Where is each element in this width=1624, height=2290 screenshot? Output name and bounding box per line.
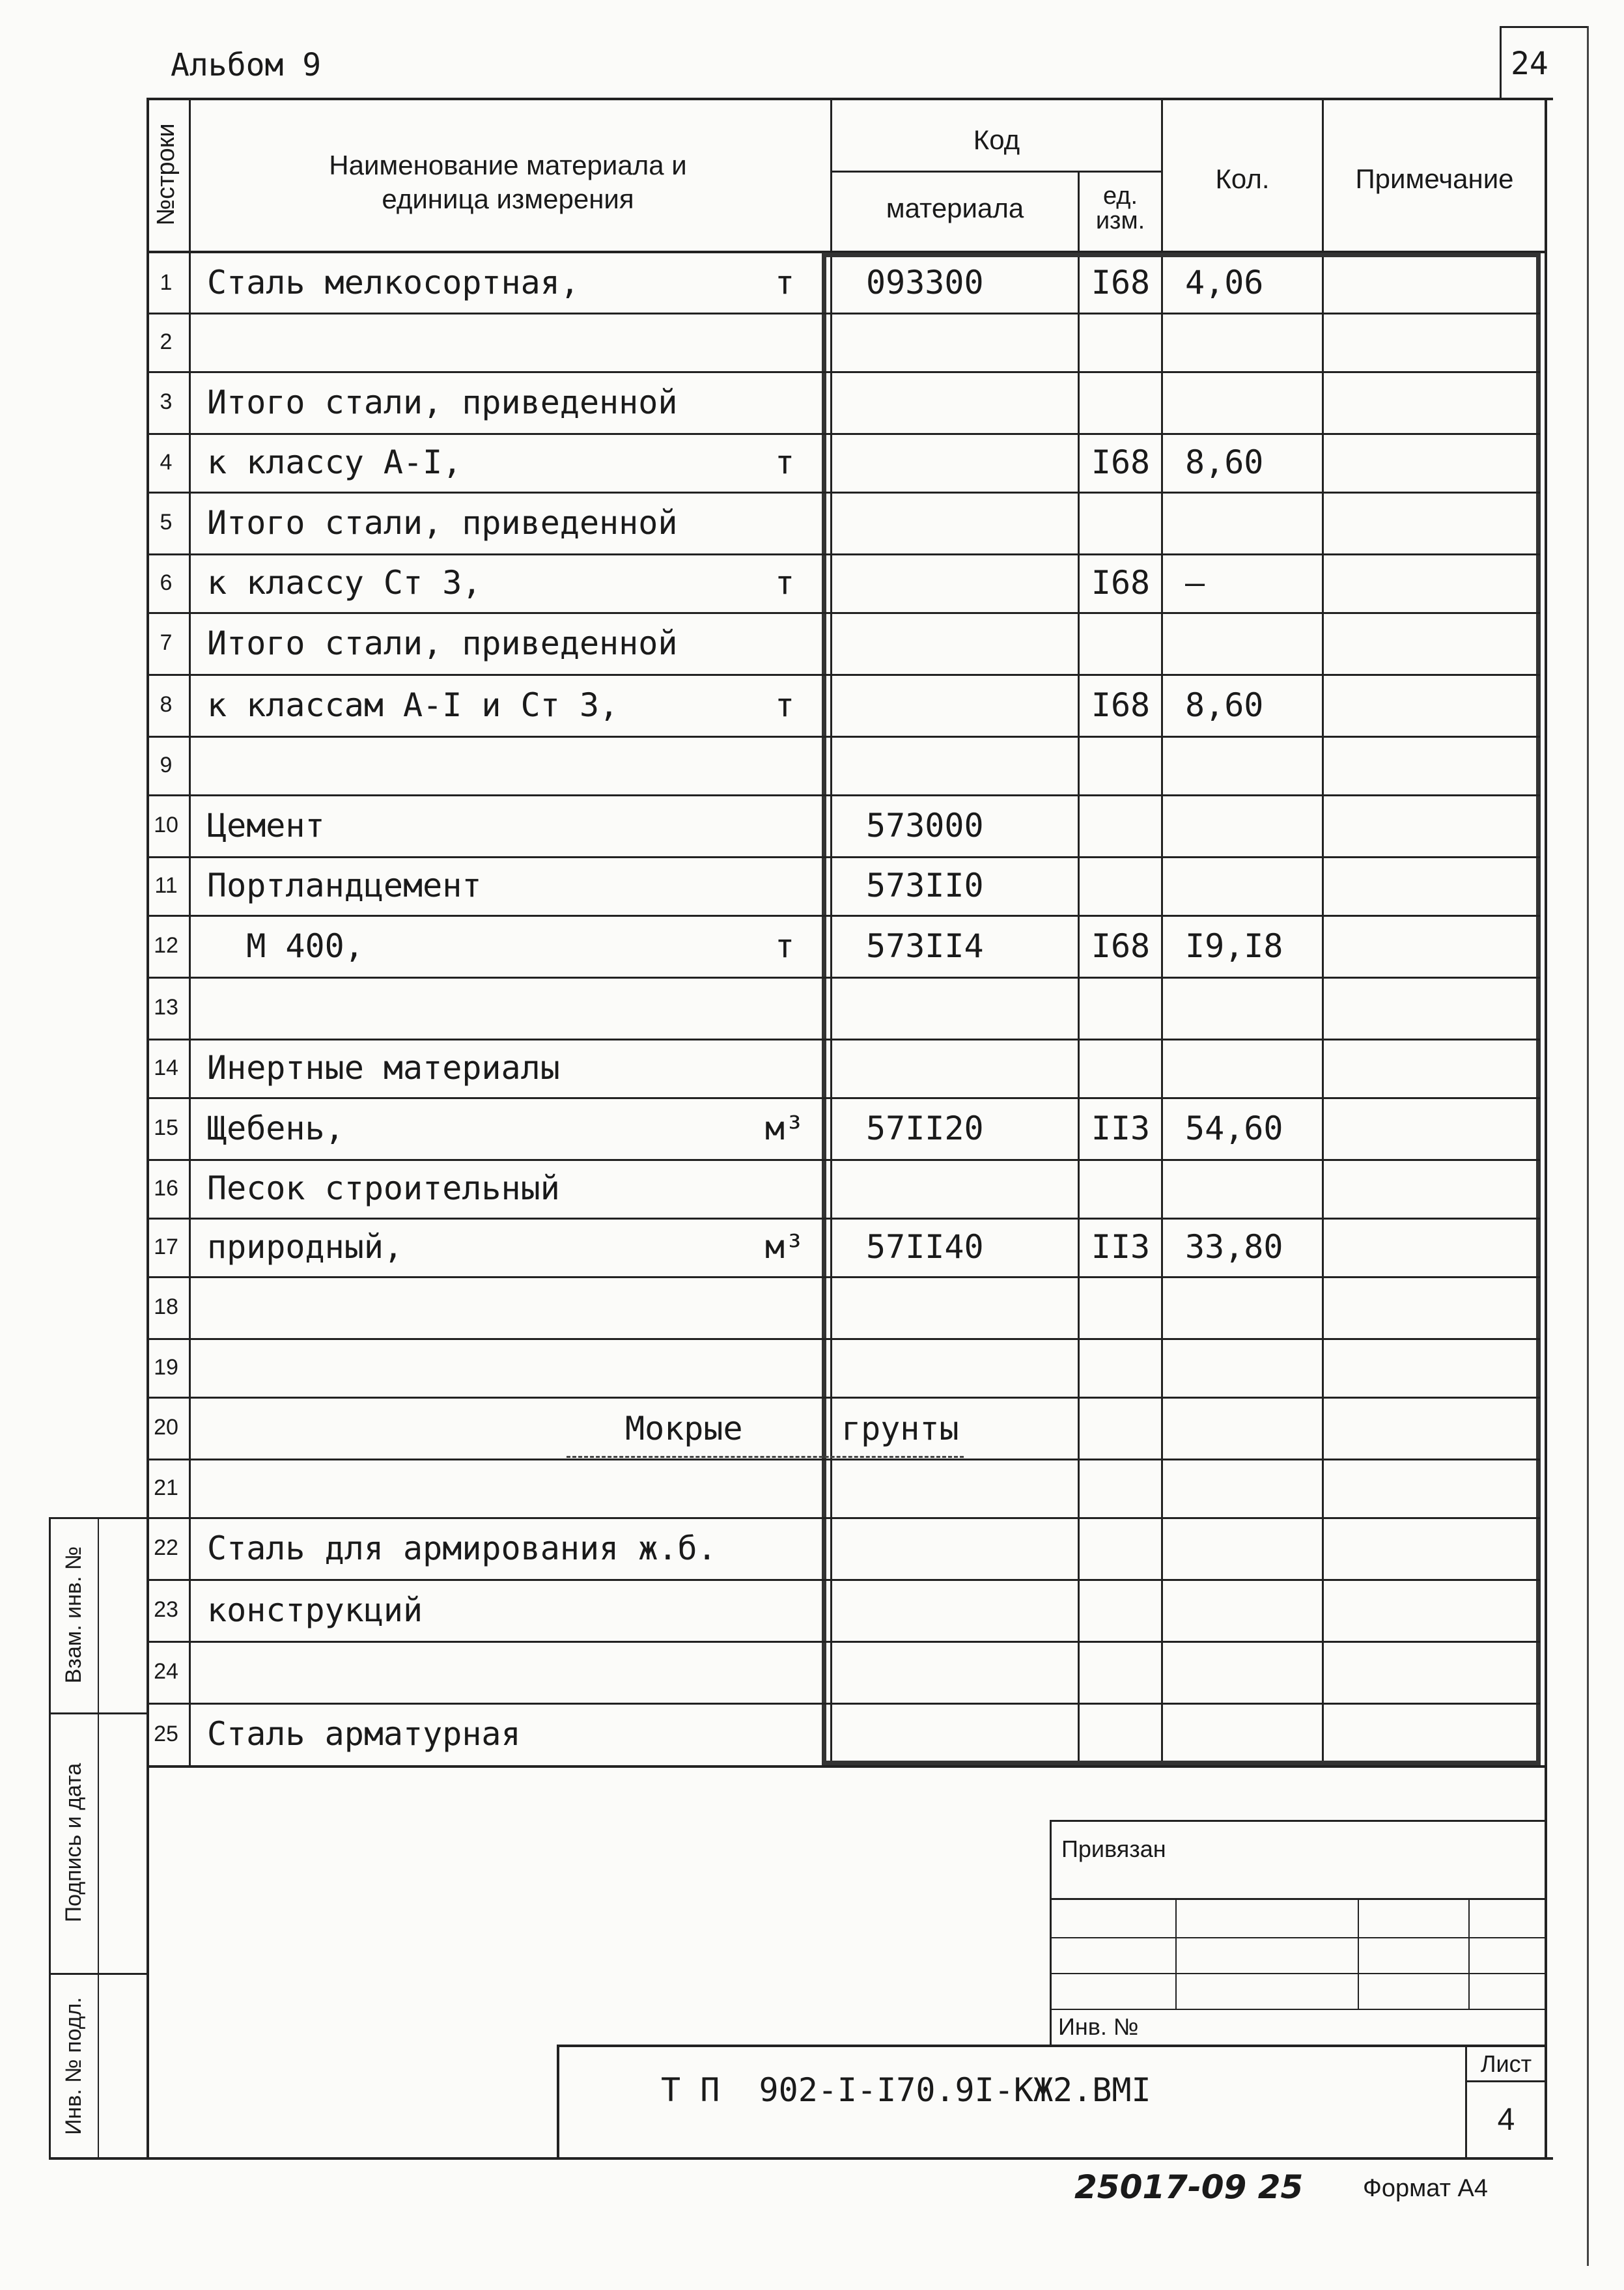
row-number: 7 xyxy=(160,630,173,655)
section-heading-right: грунты xyxy=(841,1410,959,1447)
page-number-box-left xyxy=(1500,26,1502,99)
header-code: Код xyxy=(973,124,1020,155)
material-quantity: 8,60 xyxy=(1185,443,1264,481)
material-unit xyxy=(755,1397,814,1459)
material-unit: т xyxy=(774,443,795,481)
header-quantity: Кол. xyxy=(1215,163,1270,194)
table-row-divider xyxy=(147,313,1540,314)
material-code: 093300 xyxy=(866,264,984,301)
unit-code xyxy=(1082,1641,1159,1703)
side-label-podpis: Подпись и дата xyxy=(61,1763,86,1923)
material-name: конструкций xyxy=(207,1591,423,1629)
sheet-label: Лист xyxy=(1480,2050,1532,2077)
table-row-divider xyxy=(147,915,1540,917)
material-unit: м³ xyxy=(764,1228,805,1266)
table-row-divider xyxy=(147,674,1540,676)
side-strip-inner xyxy=(98,1517,99,2158)
row-number: 11 xyxy=(154,873,178,898)
header-row-number: №строки xyxy=(152,123,180,226)
table-row-divider xyxy=(147,492,1540,494)
unit-code xyxy=(1082,313,1159,371)
row-number: 17 xyxy=(154,1234,178,1259)
section-heading-underline xyxy=(567,1456,964,1458)
table-thick-border xyxy=(822,253,1541,1765)
frame-bottom-line xyxy=(49,2157,1553,2160)
stamp-row-1 xyxy=(1050,1898,1545,1900)
material-code: 573000 xyxy=(866,806,984,845)
row-number: 3 xyxy=(160,389,173,414)
material-code: 573II0 xyxy=(866,867,984,904)
unit-code: II3 xyxy=(1091,1228,1151,1266)
unit-code xyxy=(1082,371,1159,433)
row-number: 19 xyxy=(154,1354,178,1380)
row-number: 18 xyxy=(154,1294,178,1319)
material-unit xyxy=(755,1579,814,1641)
unit-code: I68 xyxy=(1091,686,1151,724)
unit-code xyxy=(1082,1338,1159,1397)
table-row-divider xyxy=(147,1397,1540,1399)
footer-handwritten-number: 25017-09 25 xyxy=(1074,2168,1304,2206)
table-row-divider xyxy=(147,1338,1540,1340)
unit-code xyxy=(1082,1397,1159,1459)
title-sheet-label-line xyxy=(1465,2080,1547,2082)
table-row-divider xyxy=(147,1276,1540,1278)
title-block-left xyxy=(557,2045,559,2158)
table-row-divider xyxy=(147,1641,1540,1643)
unit-code xyxy=(1082,1039,1159,1097)
table-row-divider xyxy=(147,1517,1540,1519)
material-name: Инертные материалы xyxy=(207,1049,560,1087)
material-name: Итого стали, приведенной xyxy=(207,383,678,421)
material-unit: м³ xyxy=(764,1109,805,1147)
unit-code xyxy=(1082,1159,1159,1218)
frame-top-line xyxy=(147,98,1553,100)
row-number: 6 xyxy=(160,570,173,595)
unit-code xyxy=(1082,1579,1159,1641)
unit-code: I68 xyxy=(1091,443,1151,481)
table-row-divider xyxy=(147,794,1540,796)
side-strip-left xyxy=(49,1517,51,2158)
material-unit xyxy=(755,1276,814,1338)
sheet-number: 4 xyxy=(1497,2102,1515,2137)
material-code: 57II40 xyxy=(866,1228,984,1266)
material-quantity: 4,06 xyxy=(1185,264,1264,301)
row-number: 20 xyxy=(154,1415,178,1440)
material-unit: т xyxy=(774,927,795,965)
material-name: Цемент xyxy=(207,806,325,845)
row-number: 10 xyxy=(154,813,178,837)
header-code-split xyxy=(830,171,1162,173)
material-name: Сталь для армирования ж.б. xyxy=(207,1529,717,1567)
material-unit xyxy=(755,1159,814,1218)
unit-code xyxy=(1082,1459,1159,1517)
row-number: 4 xyxy=(160,449,173,475)
table-row-divider xyxy=(147,371,1540,373)
stamp-left xyxy=(1050,1820,1052,2045)
stamp-privyazan: Привязан xyxy=(1061,1836,1166,1862)
material-name: природный, xyxy=(207,1228,404,1266)
material-name: Песок строительный xyxy=(207,1169,560,1207)
page-right-edge xyxy=(1587,26,1589,2266)
table-row-divider xyxy=(147,612,1540,614)
header-name-text: Наименование материала и единица измерения xyxy=(329,150,687,214)
material-quantity: 8,60 xyxy=(1185,686,1264,724)
row-number: 5 xyxy=(160,510,173,535)
table-row-divider xyxy=(147,736,1540,738)
material-name: Итого стали, приведенной xyxy=(207,503,678,542)
material-name: Сталь арматурная xyxy=(207,1715,521,1753)
material-quantity: I9,I8 xyxy=(1185,927,1283,965)
unit-code: I68 xyxy=(1091,927,1151,965)
stamp-inv-no: Инв. № xyxy=(1058,2013,1139,2040)
row-number: 23 xyxy=(154,1597,178,1622)
row-number: 15 xyxy=(154,1115,178,1140)
material-unit xyxy=(755,1459,814,1517)
stamp-top xyxy=(1050,1820,1545,1822)
table-row-divider xyxy=(147,1218,1540,1220)
table-row-divider xyxy=(147,1703,1540,1705)
material-name: Сталь мелкосортная, xyxy=(207,264,580,301)
material-unit xyxy=(755,1338,814,1397)
document-designation: Т П 902-I-I70.9I-КЖ2.ВМI xyxy=(661,2071,1151,2109)
unit-code xyxy=(1082,794,1159,856)
material-unit xyxy=(755,371,814,433)
material-unit xyxy=(755,313,814,371)
page-number-box-top xyxy=(1500,26,1588,28)
row-number: 21 xyxy=(154,1475,178,1500)
title-block-top xyxy=(557,2045,1547,2047)
frame-right-line xyxy=(1545,98,1547,2158)
page-number: 24 xyxy=(1511,46,1548,82)
material-code: 573II4 xyxy=(866,927,984,965)
material-unit xyxy=(755,794,814,856)
stamp-row-3 xyxy=(1050,1973,1545,1974)
unit-code xyxy=(1082,856,1159,915)
stamp-col-1 xyxy=(1175,1898,1177,2010)
material-name: к классам А-I и Ст 3, xyxy=(207,686,619,724)
material-name: М 400, xyxy=(207,927,364,965)
material-unit xyxy=(755,492,814,553)
material-unit: т xyxy=(774,564,795,602)
header-code-material: материала xyxy=(886,193,1024,223)
row-number: 25 xyxy=(154,1721,178,1746)
side-label-inv: Инв. № подл. xyxy=(61,1997,86,2135)
stamp-row-2 xyxy=(1050,1937,1545,1938)
header-note: Примечание xyxy=(1355,163,1514,194)
stamp-col-3 xyxy=(1468,1898,1470,2010)
table-row-divider xyxy=(147,1097,1540,1099)
unit-code xyxy=(1082,1517,1159,1579)
table-bottom-line xyxy=(147,1765,1547,1768)
material-unit xyxy=(755,736,814,794)
footer-format: Формат А4 xyxy=(1363,2175,1489,2202)
table-row-divider xyxy=(147,977,1540,979)
material-unit xyxy=(755,1039,814,1097)
material-name: к классу А-I, xyxy=(207,443,462,481)
album-label: Альбом 9 xyxy=(171,47,322,83)
unit-code xyxy=(1082,1703,1159,1765)
table-row-divider xyxy=(147,1579,1540,1581)
material-name: Щебень, xyxy=(207,1109,344,1147)
unit-code xyxy=(1082,977,1159,1039)
material-unit xyxy=(755,977,814,1039)
stamp-col-2 xyxy=(1358,1898,1359,2010)
table-row-divider xyxy=(147,1039,1540,1040)
row-number: 16 xyxy=(154,1175,178,1201)
header-code-unit-text: ед. изм. xyxy=(1095,182,1145,234)
header-code-unit xyxy=(1080,176,1161,241)
unit-code xyxy=(1082,736,1159,794)
row-number: 12 xyxy=(154,933,178,958)
material-unit xyxy=(755,1703,814,1765)
section-heading-left: Мокрые xyxy=(625,1410,743,1447)
material-name: Портландцемент xyxy=(207,867,482,904)
material-code: 57II20 xyxy=(866,1109,984,1147)
table-row-divider xyxy=(147,856,1540,858)
header-name xyxy=(273,143,742,221)
unit-code: I68 xyxy=(1091,564,1151,602)
row-number: 9 xyxy=(160,752,173,777)
material-quantity: – xyxy=(1185,564,1205,602)
unit-code: I68 xyxy=(1091,264,1151,301)
row-number: 24 xyxy=(154,1659,178,1684)
material-unit: т xyxy=(774,686,795,724)
material-unit: т xyxy=(774,264,795,301)
row-number: 2 xyxy=(160,329,173,354)
table-row-divider xyxy=(147,553,1540,555)
material-unit xyxy=(755,856,814,915)
row-number: 1 xyxy=(160,270,173,295)
side-label-vzam: Взам. инв. № xyxy=(61,1546,86,1684)
table-row-divider xyxy=(147,1159,1540,1161)
row-number: 8 xyxy=(160,692,173,717)
table-row-divider xyxy=(147,1459,1540,1460)
unit-code xyxy=(1082,612,1159,674)
material-unit xyxy=(755,612,814,674)
row-number: 13 xyxy=(154,995,178,1020)
material-quantity: 54,60 xyxy=(1185,1109,1283,1147)
row-number: 22 xyxy=(154,1535,178,1560)
material-unit xyxy=(755,1517,814,1579)
unit-code xyxy=(1082,1276,1159,1338)
material-quantity: 33,80 xyxy=(1185,1228,1283,1266)
material-unit xyxy=(755,1641,814,1703)
material-name: Итого стали, приведенной xyxy=(207,624,678,662)
table-row-divider xyxy=(147,433,1540,435)
unit-code: II3 xyxy=(1091,1109,1151,1147)
unit-code xyxy=(1082,492,1159,553)
material-name: к классу Ст 3, xyxy=(207,564,482,602)
row-number: 14 xyxy=(154,1055,178,1080)
